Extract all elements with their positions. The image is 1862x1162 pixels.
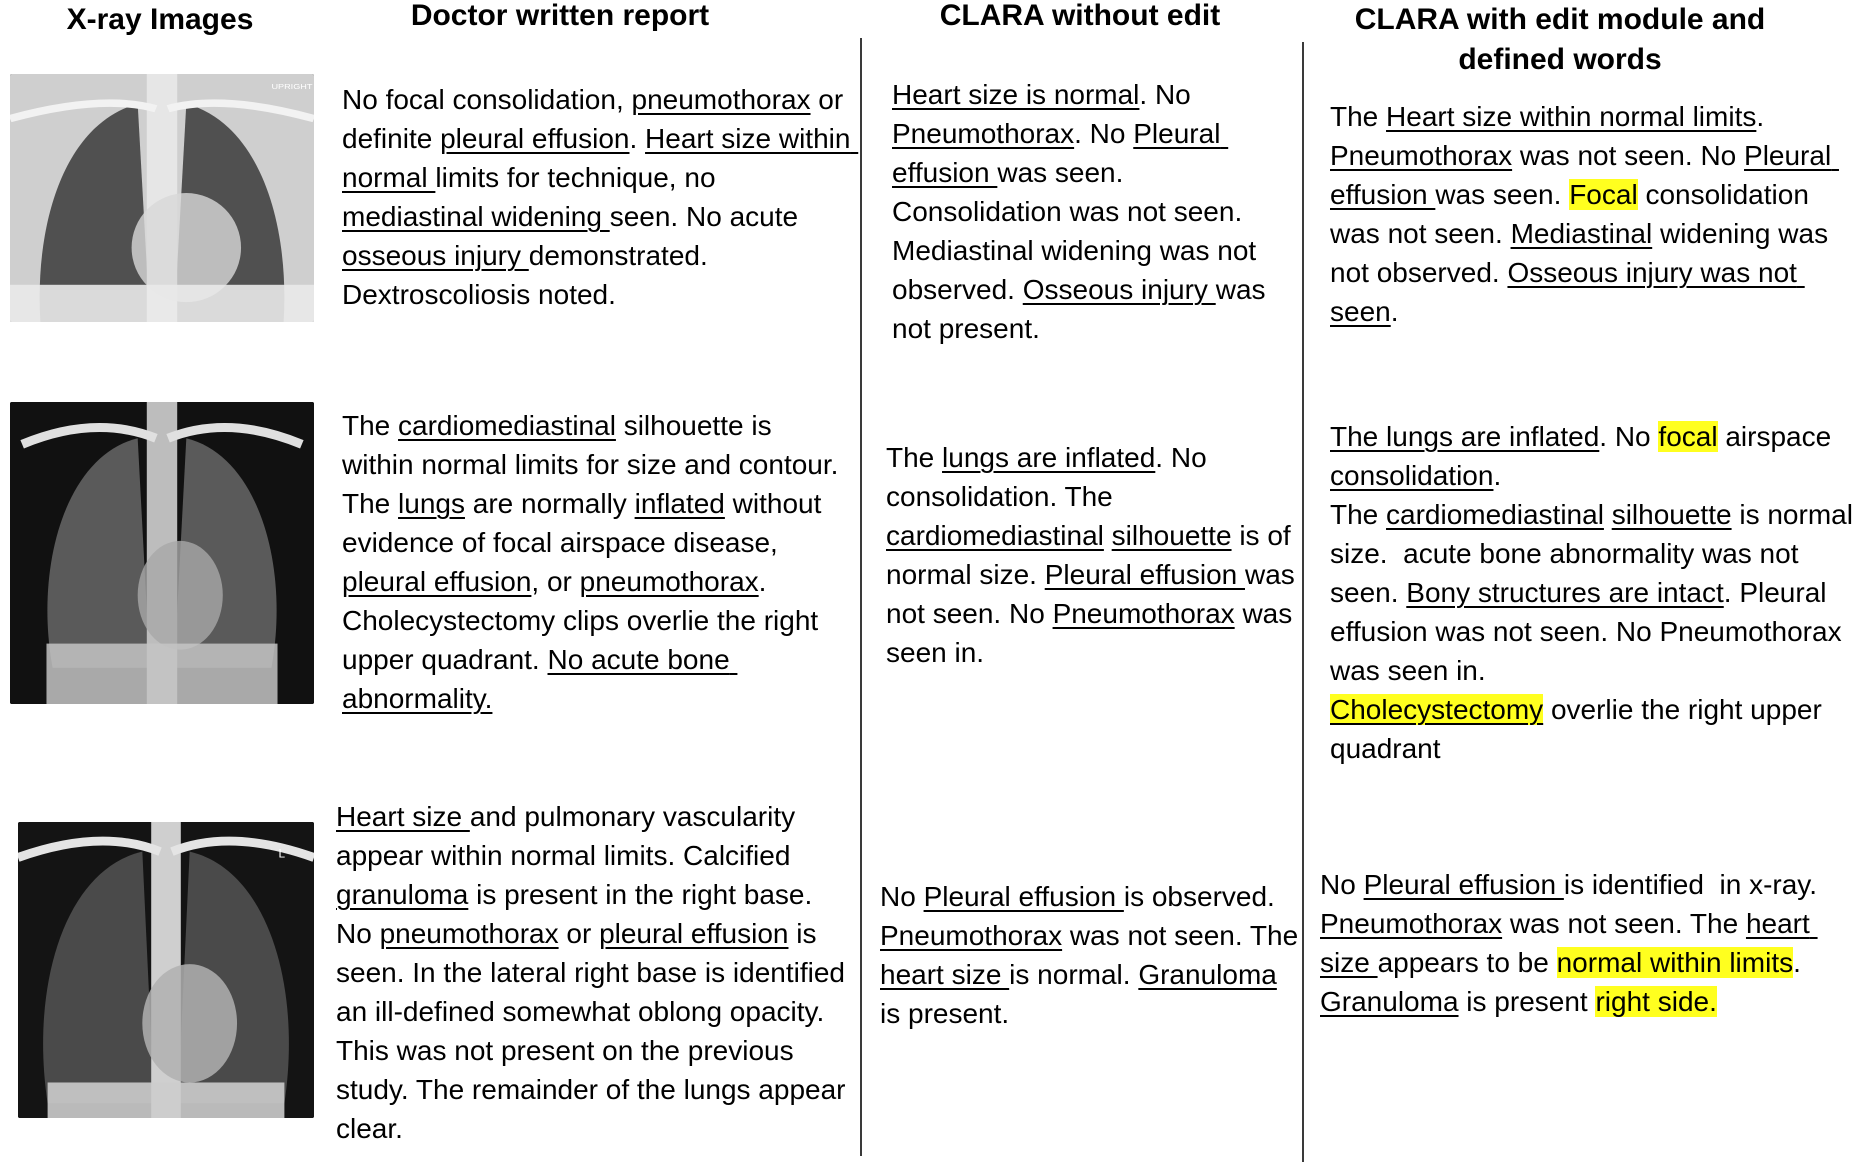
underlined-term: pleural effusion — [440, 123, 630, 154]
report-text: demonstrated. Dextroscoliosis noted. — [342, 240, 716, 310]
underlined-term: Pneumothorax — [892, 118, 1075, 149]
row1-clara-with-edit — [1330, 97, 1855, 331]
report-text: airspace — [1717, 421, 1839, 452]
underlined-term: The lungs are inflated — [1330, 421, 1600, 452]
underlined-term: Pleural effusion — [1044, 559, 1245, 590]
row2-clara-with-edit — [1330, 417, 1861, 768]
report-text: is of normal size. — [886, 520, 1299, 590]
report-text: . Pleural effusion was not seen. No Pneumothorax was seen in. — [1330, 577, 1842, 686]
underlined-term: cardiomediastinal — [398, 410, 616, 441]
header-clara-with-edit: CLARA with edit module and defined words — [1354, 3, 1766, 76]
underlined-term: Heart size within normal limits — [1386, 101, 1757, 132]
underlined-term: Bony structures are intact — [1406, 577, 1724, 608]
report-text: widening was not observed. — [1330, 218, 1836, 288]
report-text: silhouette is within normal limits for size and contour. The — [342, 410, 846, 519]
xray-image-1 — [10, 74, 314, 322]
report-text: was seen. Consolidation was not seen. Mediastinal widening was not observed. — [892, 157, 1264, 305]
row3-doctor-report — [336, 797, 854, 1148]
underlined-term: heart size — [1320, 908, 1818, 978]
report-text: . No — [1599, 421, 1659, 452]
underlined-term: Mediastinal — [1510, 218, 1653, 249]
underlined-term: Heart size — [336, 801, 470, 832]
report-text: was seen in. — [886, 598, 1301, 668]
underlined-term: Pleural effusion — [1330, 140, 1839, 210]
report-text: The — [886, 442, 943, 473]
report-text: is present in the right base. No — [336, 879, 821, 949]
report-text: was not present. — [892, 274, 1274, 344]
report-text: . — [1756, 101, 1772, 132]
underlined-term: pneumothorax — [631, 84, 811, 115]
report-text: is present. — [880, 959, 1285, 1029]
report-text: . — [1390, 296, 1399, 327]
xray-label-1: UPRIGHT — [271, 81, 313, 91]
underlined-term: Heart size within normal — [342, 123, 859, 193]
header-xray-images: X-ray Images — [66, 3, 254, 36]
header-clara-without-edit: CLARA without edit — [939, 0, 1221, 32]
header-doctor-report: Doctor written report — [410, 0, 710, 32]
underlined-term: cardiomediastinal — [1386, 499, 1604, 530]
highlighted-term: normal within limits — [1556, 947, 1794, 978]
row3-clara-with-edit — [1320, 865, 1855, 1021]
underlined-term: inflated — [634, 488, 725, 519]
report-text: The — [342, 410, 399, 441]
xray-label-3: L — [278, 846, 286, 861]
underlined-term: pleural effusion — [342, 566, 532, 597]
report-text: was not seen. No — [1512, 140, 1745, 171]
xray-image-3 — [18, 822, 314, 1118]
report-text — [1604, 499, 1612, 530]
underlined-term: lungs — [398, 488, 465, 519]
underlined-term: pneumothorax — [579, 566, 759, 597]
report-text: . The — [1330, 460, 1502, 530]
underlined-term: pleural effusion — [599, 918, 789, 949]
report-text: . No consolidation. The — [886, 442, 1215, 512]
report-text: The — [1330, 101, 1387, 132]
report-text: No — [880, 881, 924, 912]
row3-clara-without-edit — [880, 877, 1306, 1033]
xray-image-2 — [10, 402, 314, 704]
report-text: was not seen. No — [886, 559, 1303, 629]
underlined-term: Granuloma — [1320, 986, 1459, 1017]
report-text — [1104, 520, 1112, 551]
report-text: is normal. — [1009, 959, 1139, 990]
report-text: . Cholecystectomy clips overlie the right upper quadrant. — [342, 566, 826, 675]
underlined-term: cardiomediastinal — [886, 520, 1104, 551]
report-text: , or — [531, 566, 580, 597]
report-text: is present — [1458, 986, 1596, 1017]
report-text: overlie the right upper quadrant — [1330, 694, 1830, 764]
report-text: are normally — [464, 488, 635, 519]
report-text: . No — [1074, 118, 1134, 149]
underlined-term: lungs are inflated — [942, 442, 1156, 473]
row2-doctor-report — [342, 406, 846, 718]
report-text: . — [629, 123, 646, 154]
report-text: No focal consolidation, — [342, 84, 632, 115]
report-text: was not seen. The — [1502, 908, 1746, 939]
report-text: . No — [1139, 79, 1199, 110]
underlined-term: mediastinal widening — [342, 201, 610, 232]
underlined-term: heart size — [880, 959, 1010, 990]
report-text: . — [1793, 947, 1809, 978]
report-text: No — [1320, 869, 1364, 900]
report-text: appears to be — [1377, 947, 1557, 978]
underlined-term: No acute bone abnormality. — [342, 644, 738, 714]
underlined-term: pneumothorax — [379, 918, 559, 949]
underlined-term: Pleural effusion — [892, 118, 1229, 188]
report-text: limits for technique, no — [435, 162, 724, 193]
underlined-term: granuloma — [336, 879, 469, 910]
underlined-term: Osseous injury — [1022, 274, 1216, 305]
report-text: or — [558, 918, 600, 949]
underlined-term: silhouette — [1111, 520, 1232, 551]
highlighted-term: Focal — [1569, 179, 1638, 210]
report-text: and pulmonary vascularity appear within normal limits. Calcified — [336, 801, 803, 871]
report-text: is seen. In the lateral right base is identified an ill-defined somewhat oblong opacity. This was not present on the previous study. The remainder of the lungs appear clear. — [336, 918, 854, 1144]
row1-clara-without-edit — [892, 75, 1300, 348]
report-text: is identified in x-ray. — [1563, 869, 1825, 900]
underlined-term: Pleural effusion — [923, 881, 1124, 912]
report-text: is normal size. acute bone abnormality was not seen. — [1330, 499, 1861, 608]
highlighted-term: Cholecystectomy — [1330, 694, 1544, 725]
underlined-term: Pleural effusion — [1363, 869, 1564, 900]
column-divider-2 — [1302, 42, 1304, 1162]
underlined-term: Heart size is normal — [892, 79, 1140, 110]
report-text: seen. No acute — [609, 201, 806, 232]
underlined-term: Osseous injury was not seen — [1330, 257, 1805, 327]
report-text: was seen. — [1435, 179, 1570, 210]
report-text: without evidence of focal airspace disease, — [342, 488, 830, 558]
report-text: or definite — [342, 84, 851, 154]
highlighted-term: focal — [1658, 421, 1718, 452]
report-text: consolidation was not seen. — [1330, 179, 1817, 249]
underlined-term: Pneumothorax — [880, 920, 1063, 951]
underlined-term: silhouette — [1611, 499, 1732, 530]
underlined-term: consolidation — [1330, 460, 1494, 491]
underlined-term: osseous injury — [342, 240, 529, 271]
underlined-term: Pneumothorax — [1330, 140, 1513, 171]
row2-clara-without-edit — [886, 438, 1303, 672]
underlined-term: Pneumothorax — [1052, 598, 1235, 629]
report-text: was not seen. The — [1062, 920, 1306, 951]
row1-doctor-report — [342, 80, 862, 314]
underlined-term: Pneumothorax — [1320, 908, 1503, 939]
report-text: is observed. — [1123, 881, 1283, 912]
highlighted-term: right side. — [1595, 986, 1717, 1017]
underlined-term: Granuloma — [1138, 959, 1277, 990]
